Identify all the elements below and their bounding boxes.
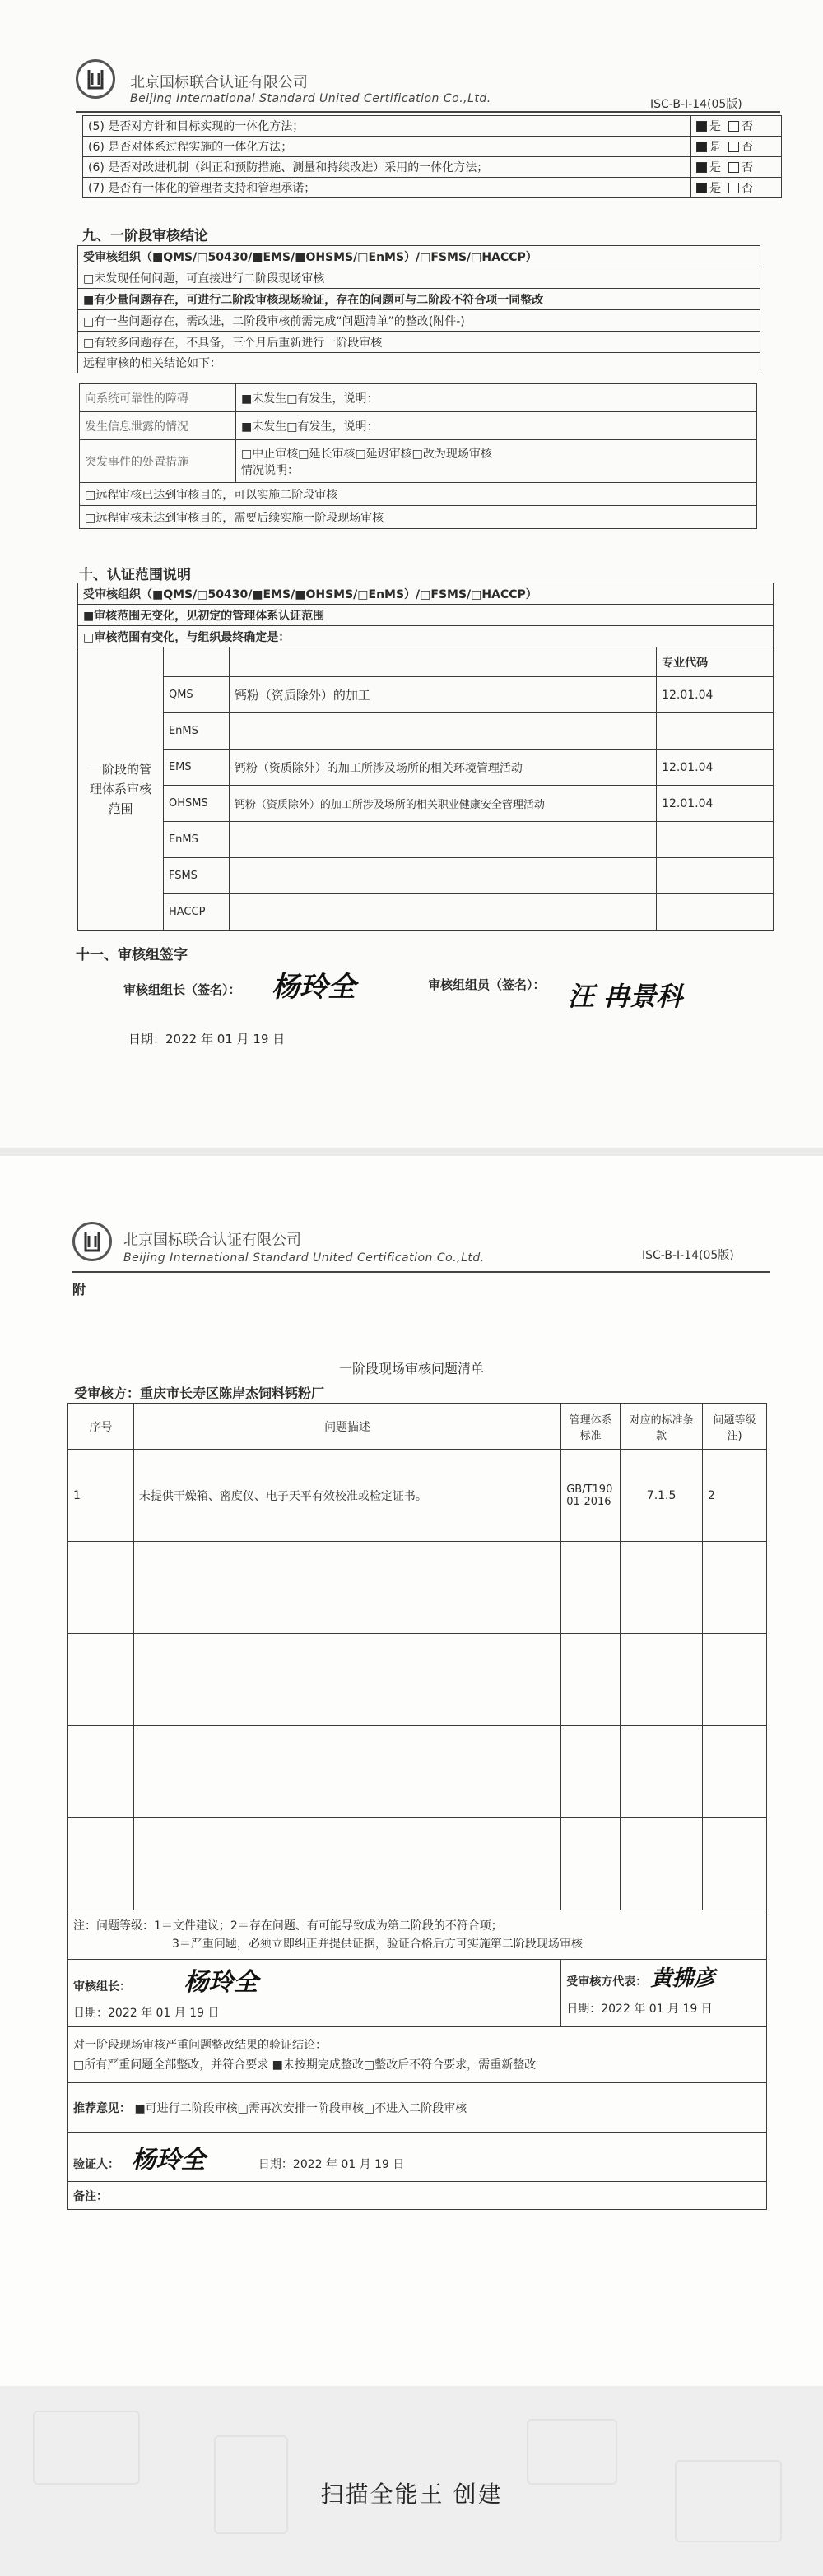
- scope-text: 钙粉（资质除外）的加工: [229, 677, 656, 713]
- scope-code: 12.01.04: [657, 786, 774, 822]
- issue-level-notes: [68, 1910, 767, 1960]
- yes-checkbox[interactable]: [696, 162, 707, 173]
- scope-code: 12.01.04: [657, 750, 774, 786]
- remote-row-label: 向系统可靠性的障碍: [80, 384, 236, 412]
- code-header: 专业代码: [657, 647, 774, 677]
- scan-page-2: [0, 1156, 823, 2386]
- header-doc-no: ISC-B-I-14(05版): [650, 98, 742, 111]
- integration-table: [82, 115, 782, 198]
- issue-no: 1: [68, 1450, 134, 1542]
- scope-std: EMS: [163, 750, 229, 786]
- recommend-options[interactable]: ■可进行二阶段审核□需再次安排一阶段审核□不进入二阶段审核: [134, 2101, 467, 2115]
- verify-title: 对一阶段现场审核严重问题整改结果的验证结论：: [73, 2038, 327, 2052]
- section9-table: [77, 245, 760, 373]
- remote-handling-options[interactable]: □中止审核□延长审核□延迟审核□改为现场审核: [241, 447, 492, 461]
- section10-option-2[interactable]: □审核范围有变化，与组织最终确定是：: [78, 626, 774, 647]
- scope-code: [657, 713, 774, 750]
- scope-std: EnMS: [163, 822, 229, 858]
- scope-text: 钙粉（资质除外）的加工所涉及场所的相关环境管理活动: [229, 750, 656, 786]
- table-row: [68, 1818, 767, 1910]
- leader-sign-cell: [68, 1960, 561, 2027]
- attachment-label: 附: [72, 1282, 86, 1297]
- header-rule: [72, 1271, 770, 1273]
- section10-title: 十、认证范围说明: [79, 567, 191, 583]
- rep-sign-cell: [561, 1960, 767, 2027]
- section9-remote-label: 远程审核的相关结论如下：: [78, 353, 760, 374]
- col-clause: 对应的标准条款: [621, 1404, 703, 1450]
- table-row: [68, 1450, 767, 1542]
- section10-team-label: 受审核组织（■QMS/□50430/■EMS/■OHSMS/□EnMS）/□FSMS/□HACCP）: [78, 583, 774, 605]
- scope-std: HACCP: [163, 894, 229, 931]
- footer-decoration: [33, 2411, 140, 2485]
- header-company-en: Beijing International Standard United Certification Co.,Ltd.: [123, 1251, 485, 1265]
- issue-level-note-2: 3＝严重问题，必须立即纠正并提供证据，验证合格后方可实施第二阶段现场审核: [172, 1937, 583, 1951]
- scan-page-1: [0, 0, 823, 1148]
- scope-text: [229, 713, 656, 750]
- integration-yes-no: 是 否: [691, 157, 782, 178]
- rep-signature: 黄拂彦: [650, 1966, 715, 1991]
- integration-row-text: (7) 是否有一体化的管理者支持和管理承诺；: [83, 178, 691, 198]
- table-row: [68, 1726, 767, 1818]
- footer-decoration: [527, 2419, 617, 2485]
- no-checkbox[interactable]: [728, 162, 739, 173]
- leader-date: 日期：2022 年 01 月 19 日: [73, 2007, 220, 2020]
- no-checkbox[interactable]: [728, 121, 739, 132]
- section9-option-1[interactable]: □未发现任何问题，可直接进行二阶段现场审核: [78, 267, 760, 289]
- scope-code: 12.01.04: [657, 677, 774, 713]
- section9-option-3[interactable]: □有一些问题存在，需改进，二阶段审核前需完成“问题清单”的整改(附件-): [78, 310, 760, 332]
- company-logo-icon: [72, 1222, 112, 1261]
- issue-level: 2: [703, 1450, 767, 1542]
- integration-yes-no: 是 否: [691, 116, 782, 137]
- section9-team-label: 受审核组织（■QMS/□50430/■EMS/■OHSMS/□EnMS）/□FSMS/□HACCP）: [78, 246, 760, 267]
- remote-row-value[interactable]: ■未发生□有发生，说明：: [236, 384, 757, 412]
- remote-option-1[interactable]: □远程审核已达到审核目的，可以实施二阶段审核: [80, 483, 757, 506]
- remark-cell: [68, 2182, 767, 2210]
- scope-std: OHSMS: [163, 786, 229, 822]
- integration-row-text: (5) 是否对方针和目标实现的一体化方法；: [83, 116, 691, 137]
- page-gap: [0, 1148, 823, 1156]
- scope-text: [229, 822, 656, 858]
- member-signature: 汪 冉景科: [568, 981, 683, 1012]
- yes-checkbox[interactable]: [696, 142, 707, 152]
- issue-table: [67, 1403, 767, 2210]
- section9-option-4[interactable]: □有较多问题存在，不具备，三个月后重新进行一阶段审核: [78, 332, 760, 353]
- col-standard: 管理体系标准: [561, 1404, 621, 1450]
- section10-table: [77, 583, 774, 931]
- verify-cell: [68, 2027, 767, 2083]
- remote-row-value[interactable]: ■未发生□有发生，说明：: [236, 412, 757, 440]
- header-company-cn: 北京国标联合认证有限公司: [123, 1232, 301, 1249]
- rep-date: 日期：2022 年 01 月 19 日: [566, 2003, 713, 2016]
- no-checkbox[interactable]: [728, 183, 739, 193]
- integration-row-text: (6) 是否对改进机制（纠正和预防措施、测量和持续改进）采用的一体化方法；: [83, 157, 691, 178]
- verifier-label: 验证人：: [73, 2157, 119, 2171]
- issue-list-title: 一阶段现场审核问题清单: [338, 1361, 484, 1376]
- verifier-signature: 杨玲全: [131, 2145, 206, 2175]
- issue-level-note-1: 注：问题等级：1＝文件建议；2＝存在问题、有可能导致成为第二阶段的不符合项；: [73, 1919, 503, 1933]
- scope-side-label: 一阶段的管理体系审核范围: [78, 647, 164, 931]
- scope-text: [229, 858, 656, 894]
- col-desc: 问题描述: [133, 1404, 560, 1450]
- issue-desc: 未提供干燥箱、密度仪、电子天平有效校准或检定证书。: [133, 1450, 560, 1542]
- auditee-name: 受审核方：重庆市长寿区陈岸杰饲料钙粉厂: [74, 1385, 325, 1401]
- remote-handling-note: 情况说明：: [241, 463, 299, 477]
- col-level: 问题等级注): [703, 1404, 767, 1450]
- section11-date: 日期：2022 年 01 月 19 日: [128, 1032, 286, 1047]
- section9-option-2[interactable]: ■有少量问题存在，可进行二阶段审核现场验证，存在的问题可与二阶段不符合项一同整改: [78, 289, 760, 310]
- section11-title: 十一、审核组签字: [76, 947, 188, 963]
- leader-label: 审核组长：: [73, 1980, 131, 1993]
- header-company-en: Beijing International Standard United Certification Co.,Ltd.: [130, 92, 491, 105]
- remote-row-label: 发生信息泄露的情况: [80, 412, 236, 440]
- company-logo-icon: [76, 59, 115, 99]
- scope-code: [657, 894, 774, 931]
- scope-text: 钙粉（资质除外）的加工所涉及场所的相关职业健康安全管理活动: [229, 786, 656, 822]
- leader-signature: 杨玲全: [184, 1968, 258, 1997]
- table-row: [68, 1634, 767, 1726]
- issue-clause: 7.1.5: [621, 1450, 703, 1542]
- rep-label: 受审核方代表：: [566, 1975, 648, 1989]
- integration-row-text: (6) 是否对体系过程实施的一体化方法；: [83, 137, 691, 157]
- yes-checkbox[interactable]: [696, 183, 707, 193]
- issue-standard: GB/T19001-2016: [561, 1450, 621, 1542]
- scope-std: EnMS: [163, 713, 229, 750]
- member-sign-label: 审核组组员（签名）：: [428, 977, 546, 992]
- yes-checkbox[interactable]: [696, 121, 707, 132]
- remote-audit-table: [79, 383, 757, 529]
- integration-yes-no: 是 否: [691, 178, 782, 198]
- col-no: 序号: [68, 1404, 134, 1450]
- integration-yes-no: 是 否: [691, 137, 782, 157]
- leader-sign-label: 审核组组长（签名）：: [123, 982, 241, 997]
- header-doc-no: ISC-B-I-14(05版): [642, 1249, 734, 1262]
- verify-options[interactable]: □所有严重问题全部整改，并符合要求 ■未按期完成整改□整改后不符合要求，需重新整改: [73, 2058, 537, 2072]
- remote-row-value[interactable]: [236, 440, 757, 483]
- section10-option-1[interactable]: ■审核范围无变化，见初定的管理体系认证范围: [78, 605, 774, 626]
- recommend-label: 推荐意见：: [73, 2101, 131, 2115]
- recommend-cell: [68, 2083, 767, 2133]
- no-checkbox[interactable]: [728, 142, 739, 152]
- remote-row-label: 突发事件的处置措施: [80, 440, 236, 483]
- leader-signature: 杨玲全: [272, 971, 356, 1004]
- scope-std: FSMS: [163, 858, 229, 894]
- scope-code: [657, 822, 774, 858]
- table-row: [68, 1542, 767, 1634]
- header-rule: [76, 111, 780, 113]
- verifier-cell: [68, 2133, 767, 2182]
- verifier-date: 日期：2022 年 01 月 19 日: [258, 2157, 405, 2171]
- section9-title: 九、一阶段审核结论: [82, 228, 208, 244]
- header-company-cn: 北京国标联合认证有限公司: [130, 74, 308, 91]
- scanner-footer: [0, 2386, 823, 2576]
- footer-brand: 扫描全能王 创建: [320, 2481, 503, 2508]
- remark-label: 备注：: [73, 2189, 108, 2203]
- remote-option-2[interactable]: □远程审核未达到审核目的，需要后续实施一阶段现场审核: [80, 506, 757, 529]
- scope-std: QMS: [163, 677, 229, 713]
- scope-text: [229, 894, 656, 931]
- scope-code: [657, 858, 774, 894]
